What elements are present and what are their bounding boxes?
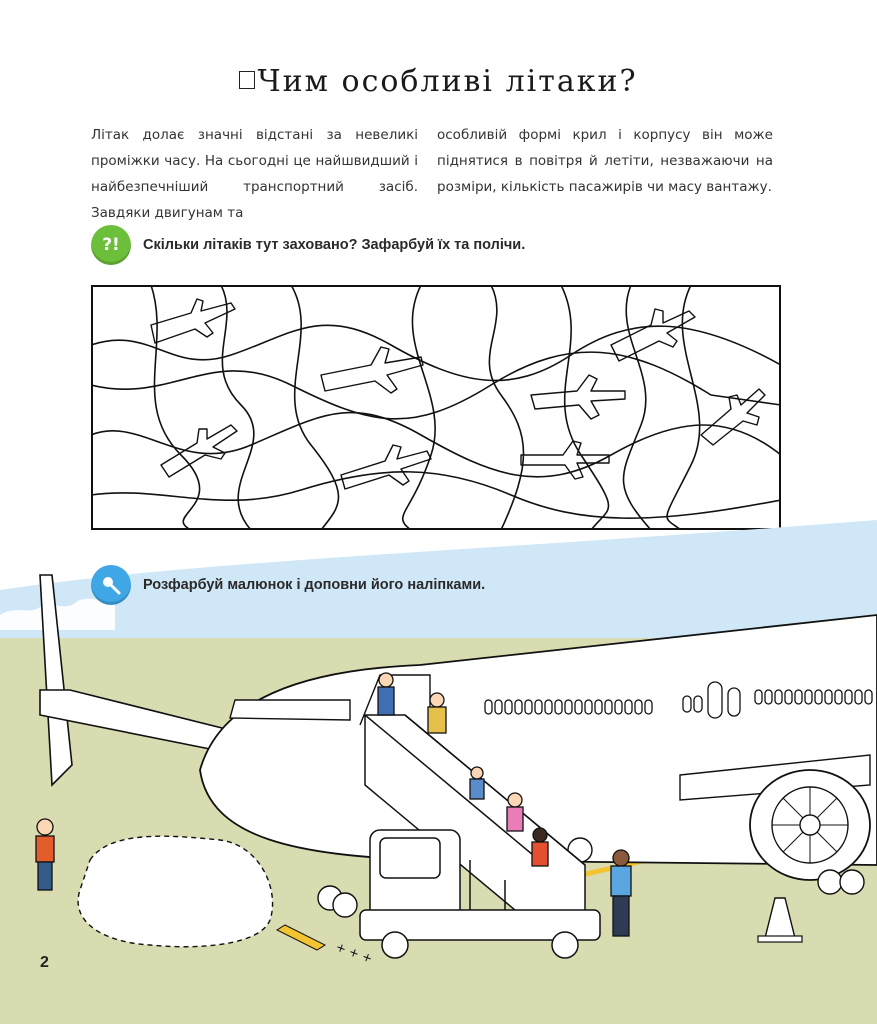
question-exclamation-icon: ?! <box>91 225 131 265</box>
brush-icon <box>91 565 131 605</box>
svg-text:+ + +: + + + <box>333 939 375 966</box>
task-count-planes <box>91 225 525 265</box>
title-checkbox-glyph <box>239 71 255 89</box>
intro-text-left: Літак долає значні відстані за невеликі проміжки часу. На сьогодні це найшвидший і найбезпечніший транспортний засіб. Завдяки двигунам та <box>91 127 418 221</box>
task-count-planes-text: Скільки літаків тут заховано? Зафарбуй їх та полічи. <box>143 237 526 253</box>
sticker-placeholder[interactable] <box>78 836 272 947</box>
intro-text-right: особливій формі крил і корпусу він може піднятися в повітря й летіти, незважаючи на розміри, кількість пасажирів чи масу вантажу. <box>437 127 773 195</box>
task-color-picture-text: Розфарбуй малюнок і доповни його наліпками. <box>143 577 486 593</box>
page-number: 2 <box>40 954 49 971</box>
brush-icon-glyph <box>99 573 123 597</box>
page-title: Чим особливі літаки? <box>0 64 877 99</box>
hidden-planes-puzzle[interactable] <box>91 285 781 530</box>
task-color-picture <box>91 565 485 605</box>
